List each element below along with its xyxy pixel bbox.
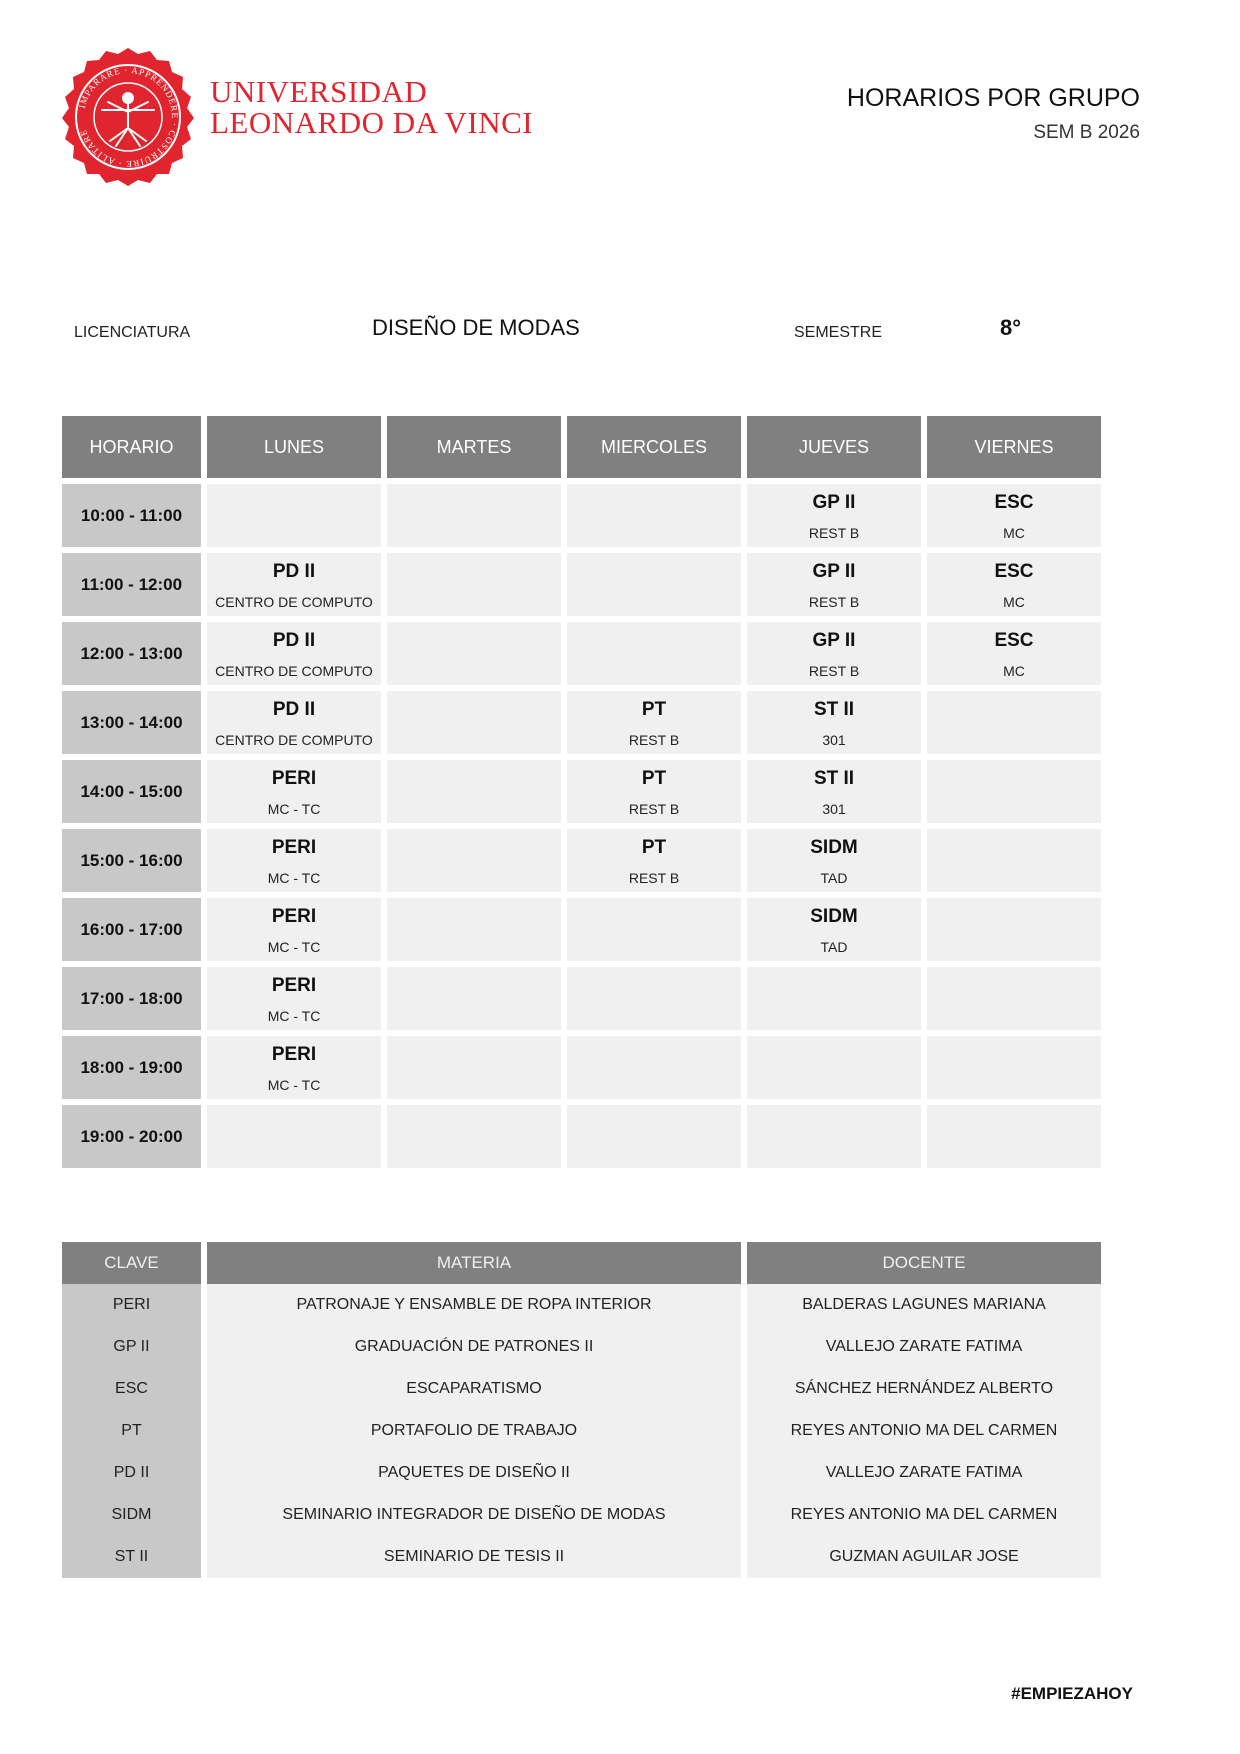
schedule-cell — [927, 484, 1101, 547]
classroom: CENTRO DE COMPUTO — [215, 594, 373, 610]
schedule-cell — [207, 1105, 381, 1168]
legend-row — [62, 1326, 1101, 1368]
subject-code: PD II — [272, 630, 316, 651]
schedule-cell — [567, 898, 741, 961]
classroom: REST B — [628, 801, 680, 817]
document-title-block — [847, 84, 1140, 144]
schedule-cell — [927, 898, 1101, 961]
subject-code: PT — [641, 699, 667, 720]
classroom: TAD — [820, 939, 848, 955]
schedule-cell — [747, 760, 921, 823]
schedule-cell — [207, 760, 381, 823]
university-name-line2: LEONARDO DA VINCI — [210, 105, 534, 140]
legend-row — [62, 1452, 1101, 1494]
schedule-cell — [387, 898, 561, 961]
svg-text:IMPARARE · APPRENDERE · COSTRU: IMPARARE · APPRENDERE · COSTRUIRE · ALITARE — [76, 64, 181, 170]
classroom: CENTRO DE COMPUTO — [215, 732, 373, 748]
schedule-row — [62, 622, 1101, 685]
schedule-cell — [387, 829, 561, 892]
schedule-cell — [747, 967, 921, 1030]
subject-code — [387, 906, 561, 928]
time-slot-label: 12:00 - 13:00 — [62, 622, 201, 685]
legend-docente: GUZMAN AGUILAR JOSE — [747, 1536, 1101, 1578]
legend-clave: PERI — [62, 1284, 201, 1326]
carrera-value: DISEÑO DE MODAS — [372, 315, 580, 340]
header-horario: HORARIO — [62, 416, 201, 478]
hashtag-footer: #EMPIEZAHOY — [1011, 1684, 1133, 1703]
subject-code: SIDM — [810, 906, 858, 927]
schedule-row — [62, 967, 1101, 1030]
legend-clave: ST II — [62, 1536, 201, 1578]
schedule-row — [62, 553, 1101, 616]
classroom: REST B — [808, 663, 860, 679]
subject-code: PD II — [272, 699, 316, 720]
subject-code: GP II — [812, 630, 856, 651]
subject-code: PERI — [271, 768, 317, 789]
schedule-cell — [207, 622, 381, 685]
legend-materia: PORTAFOLIO DE TRABAJO — [207, 1410, 741, 1452]
subject-code — [567, 975, 741, 997]
time-slot-label: 16:00 - 17:00 — [62, 898, 201, 961]
subject-code: ESC — [994, 492, 1034, 513]
legend-materia: SEMINARIO DE TESIS II — [207, 1536, 741, 1578]
schedule-cell — [567, 553, 741, 616]
subject-code: ESC — [994, 561, 1034, 582]
schedule-cell — [387, 1036, 561, 1099]
legend-materia: PAQUETES DE DISEÑO II — [207, 1452, 741, 1494]
classroom: MC — [1003, 594, 1025, 610]
subject-code — [567, 561, 741, 583]
schedule-cell — [207, 691, 381, 754]
schedule-cell — [927, 691, 1101, 754]
classroom: MC - TC — [267, 870, 321, 886]
legend-clave: PT — [62, 1410, 201, 1452]
schedule-cell — [927, 760, 1101, 823]
subject-code: PT — [641, 768, 667, 789]
legend-docente: SÁNCHEZ HERNÁNDEZ ALBERTO — [747, 1368, 1101, 1410]
subject-code — [387, 492, 561, 514]
classroom: REST B — [628, 870, 680, 886]
classroom: CENTRO DE COMPUTO — [215, 663, 373, 679]
legend-clave: GP II — [62, 1326, 201, 1368]
schedule-row — [62, 1105, 1101, 1168]
subject-code — [747, 975, 921, 997]
schedule-cell — [387, 691, 561, 754]
subject-code: GP II — [812, 492, 856, 513]
subject-code — [207, 492, 381, 514]
schedule-cell — [927, 1036, 1101, 1099]
schedule-row — [62, 484, 1101, 547]
subject-code — [567, 906, 741, 928]
subject-code — [927, 837, 1101, 859]
university-seal-logo — [58, 46, 198, 186]
schedule-cell — [567, 1036, 741, 1099]
university-name-line1: UNIVERSIDAD — [210, 74, 428, 109]
legend-docente: VALLEJO ZARATE FATIMA — [747, 1326, 1101, 1368]
schedule-cell — [747, 622, 921, 685]
legend-header-materia: MATERIA — [207, 1242, 741, 1284]
schedule-cell — [927, 553, 1101, 616]
schedule-cell — [387, 553, 561, 616]
semestre-value: 8° — [1000, 315, 1022, 340]
time-slot-label: 13:00 - 14:00 — [62, 691, 201, 754]
university-name — [210, 76, 533, 138]
schedule-cell — [747, 1105, 921, 1168]
classroom: REST B — [628, 732, 680, 748]
subject-code — [387, 1113, 561, 1135]
subject-code — [567, 630, 741, 652]
schedule-cell — [207, 898, 381, 961]
semestre-label: SEMESTRE — [794, 324, 883, 341]
subject-code — [387, 837, 561, 859]
subject-code: PT — [641, 837, 667, 858]
legend-materia: PATRONAJE Y ENSAMBLE DE ROPA INTERIOR — [207, 1284, 741, 1326]
classroom: 301 — [822, 732, 846, 748]
header-miercoles: MIERCOLES — [567, 416, 741, 478]
schedule-row — [62, 1036, 1101, 1099]
subject-code: ST II — [813, 699, 855, 720]
schedule-cell — [387, 760, 561, 823]
schedule-cell — [747, 898, 921, 961]
subject-code — [207, 1113, 381, 1135]
schedule-cell — [567, 1105, 741, 1168]
subject-code: PERI — [271, 975, 317, 996]
subject-code — [747, 1044, 921, 1066]
subject-code — [927, 768, 1101, 790]
schedule-cell — [927, 967, 1101, 1030]
schedule-cell — [567, 622, 741, 685]
schedule-cell — [927, 622, 1101, 685]
legend-clave: PD II — [62, 1452, 201, 1494]
subject-code: PERI — [271, 837, 317, 858]
subject-code: PD II — [272, 561, 316, 582]
subject-code — [387, 561, 561, 583]
subject-code — [927, 1044, 1101, 1066]
schedule-cell — [387, 967, 561, 1030]
header-jueves: JUEVES — [747, 416, 921, 478]
time-slot-label: 19:00 - 20:00 — [62, 1105, 201, 1168]
schedule-cell — [927, 1105, 1101, 1168]
subject-code — [927, 1113, 1101, 1135]
licenciatura-label: LICENCIATURA — [74, 324, 191, 341]
schedule-cell — [207, 484, 381, 547]
schedule-cell — [747, 829, 921, 892]
schedule-cell — [747, 691, 921, 754]
schedule-table — [62, 416, 1101, 1168]
time-slot-label: 15:00 - 16:00 — [62, 829, 201, 892]
schedule-cell — [747, 553, 921, 616]
time-slot-label: 10:00 - 11:00 — [62, 484, 201, 547]
subject-code — [387, 630, 561, 652]
subject-code: PERI — [271, 906, 317, 927]
schedule-cell — [567, 829, 741, 892]
subject-code: ESC — [994, 630, 1034, 651]
legend-header-clave: CLAVE — [62, 1242, 201, 1284]
schedule-row — [62, 691, 1101, 754]
subject-code — [567, 492, 741, 514]
schedule-cell — [747, 1036, 921, 1099]
classroom: MC - TC — [267, 939, 321, 955]
legend-docente: REYES ANTONIO MA DEL CARMEN — [747, 1494, 1101, 1536]
subject-code — [387, 1044, 561, 1066]
time-slot-label: 14:00 - 15:00 — [62, 760, 201, 823]
subject-code — [387, 699, 561, 721]
legend-row — [62, 1536, 1101, 1578]
classroom: MC - TC — [267, 1077, 321, 1093]
time-slot-label: 18:00 - 19:00 — [62, 1036, 201, 1099]
subject-code: GP II — [812, 561, 856, 582]
legend-materia: GRADUACIÓN DE PATRONES II — [207, 1326, 741, 1368]
schedule-cell — [207, 553, 381, 616]
subject-code — [567, 1044, 741, 1066]
header-lunes: LUNES — [207, 416, 381, 478]
subject-code — [927, 906, 1101, 928]
schedule-cell — [387, 622, 561, 685]
legend-row — [62, 1284, 1101, 1326]
classroom: TAD — [820, 870, 848, 886]
legend-header-row — [62, 1242, 1101, 1284]
legend-docente: REYES ANTONIO MA DEL CARMEN — [747, 1410, 1101, 1452]
subject-code — [927, 699, 1101, 721]
schedule-cell — [207, 829, 381, 892]
classroom: MC - TC — [267, 801, 321, 817]
schedule-cell — [207, 1036, 381, 1099]
schedule-cell — [747, 484, 921, 547]
legend-docente: BALDERAS LAGUNES MARIANA — [747, 1284, 1101, 1326]
schedule-cell — [567, 484, 741, 547]
subject-code: PERI — [271, 1044, 317, 1065]
classroom: 301 — [822, 801, 846, 817]
classroom: MC - TC — [267, 1008, 321, 1024]
schedule-cell — [387, 484, 561, 547]
legend-materia: SEMINARIO INTEGRADOR DE DISEÑO DE MODAS — [207, 1494, 741, 1536]
schedule-row — [62, 898, 1101, 961]
time-slot-label: 17:00 - 18:00 — [62, 967, 201, 1030]
classroom: REST B — [808, 525, 860, 541]
time-slot-label: 11:00 - 12:00 — [62, 553, 201, 616]
header-martes: MARTES — [387, 416, 561, 478]
legend-clave: ESC — [62, 1368, 201, 1410]
document-subtitle: SEM B 2026 — [1033, 122, 1140, 143]
legend-materia: ESCAPARATISMO — [207, 1368, 741, 1410]
legend-header-docente: DOCENTE — [747, 1242, 1101, 1284]
classroom: REST B — [808, 594, 860, 610]
schedule-cell — [567, 691, 741, 754]
schedule-cell — [207, 967, 381, 1030]
subject-code — [387, 768, 561, 790]
document-title: HORARIOS POR GRUPO — [846, 84, 1140, 112]
subject-code — [747, 1113, 921, 1135]
legend-clave: SIDM — [62, 1494, 201, 1536]
subject-code — [927, 975, 1101, 997]
subject-code — [567, 1113, 741, 1135]
subjects-legend-table — [62, 1242, 1101, 1578]
schedule-cell — [567, 967, 741, 1030]
schedule-cell — [927, 829, 1101, 892]
schedule-row — [62, 829, 1101, 892]
legend-docente: VALLEJO ZARATE FATIMA — [747, 1452, 1101, 1494]
legend-row — [62, 1368, 1101, 1410]
subject-code: ST II — [813, 768, 855, 789]
schedule-header-row — [62, 416, 1101, 478]
header-viernes: VIERNES — [927, 416, 1101, 478]
legend-row — [62, 1410, 1101, 1452]
schedule-cell — [567, 760, 741, 823]
classroom: MC — [1003, 525, 1025, 541]
subject-code: SIDM — [810, 837, 858, 858]
classroom: MC — [1003, 663, 1025, 679]
legend-row — [62, 1494, 1101, 1536]
subject-code — [387, 975, 561, 997]
schedule-cell — [387, 1105, 561, 1168]
schedule-row — [62, 760, 1101, 823]
